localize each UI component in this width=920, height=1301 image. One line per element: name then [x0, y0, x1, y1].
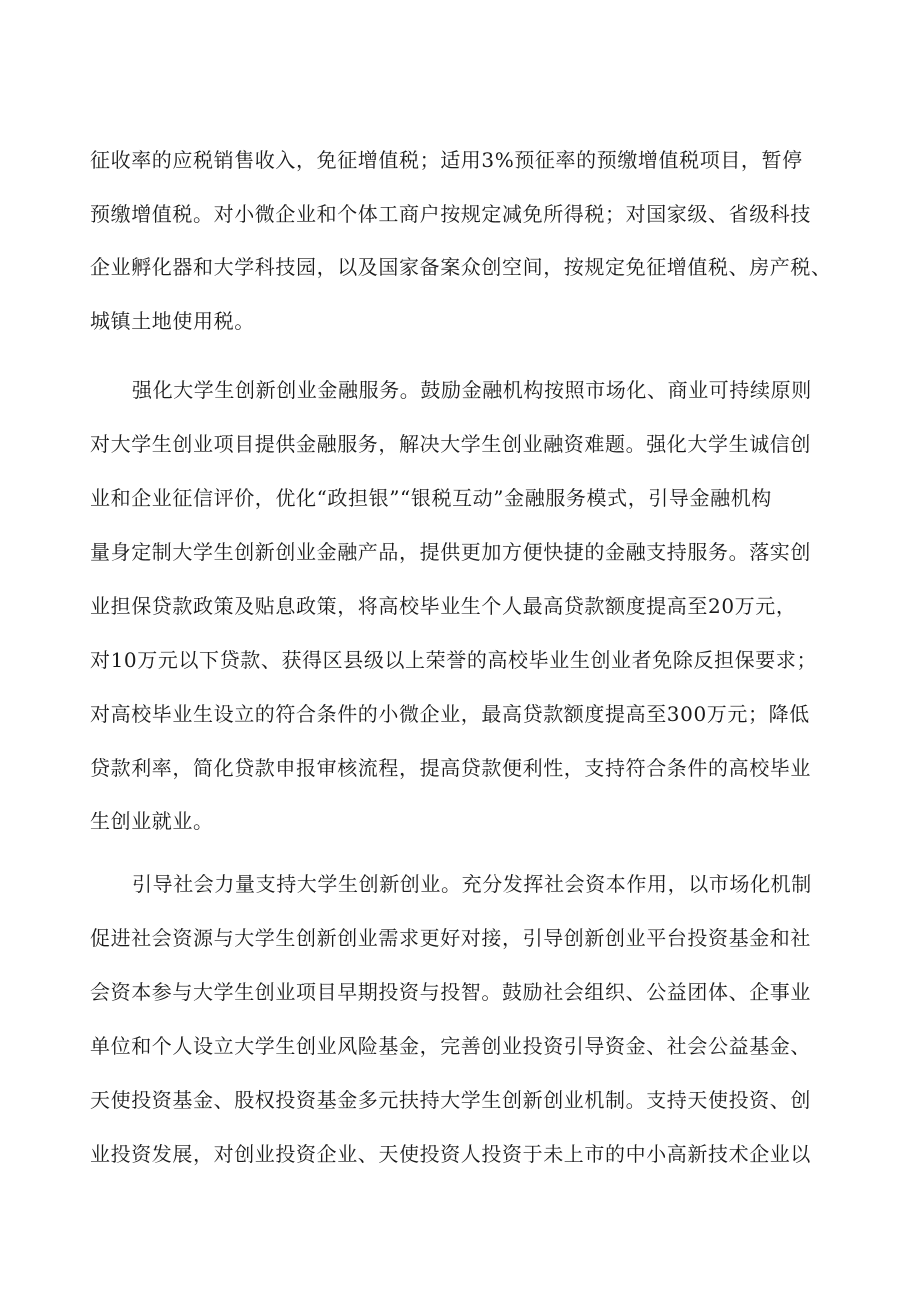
paragraph-first-line: 强化大学生创新创业金融服务。鼓励金融机构按照市场化、商业可持续原则: [132, 378, 812, 402]
text-line: 天使投资基金、股权投资基金多元扶持大学生创新创业机制。支持天使投资、创: [90, 1088, 811, 1112]
text-line: 对10万元以下贷款、获得区县级以上荣誉的高校毕业生创业者免除反担保要求；: [90, 648, 818, 672]
text-line: 量身定制大学生创新创业金融产品，提供更加方便快捷的金融支持服务。落实创: [90, 540, 811, 564]
text-line: 城镇土地使用税。: [90, 309, 255, 333]
text-line: 贷款利率，简化贷款申报审核流程，提高贷款便利性，支持符合条件的高校毕业: [90, 756, 811, 780]
text-line: 业和企业征信评价，优化“政担银”“银税互动”金融服务模式，引导金融机构: [90, 486, 772, 510]
text-line: 促进社会资源与大学生创新创业需求更好对接，引导创新创业平台投资基金和社: [90, 926, 811, 950]
text-line: 预缴增值税。对小微企业和个体工商户按规定减免所得税；对国家级、省级科技: [90, 202, 811, 226]
text-line: 对大学生创业项目提供金融服务，解决大学生创业融资难题。强化大学生诚信创: [90, 432, 811, 456]
text-line: 征收率的应税销售收入，免征增值税；适用3%预征率的预缴增值税项目，暂停: [90, 148, 803, 172]
text-line: 生创业就业。: [90, 809, 214, 833]
text-line: 业担保贷款政策及贴息政策，将高校毕业生个人最高贷款额度提高至20万元，: [90, 594, 797, 618]
text-line: 企业孵化器和大学科技园，以及国家备案众创空间，按规定免征增值税、房产税、: [90, 255, 832, 279]
text-line: 业投资发展，对创业投资企业、天使投资人投资于未上市的中小高新技术企业以: [90, 1142, 811, 1166]
text-line: 会资本参与大学生创业项目早期投资与投智。鼓励社会组织、公益团体、企事业: [90, 980, 811, 1004]
text-line: 单位和个人设立大学生创业风险基金，完善创业投资引导资金、社会公益基金、: [90, 1034, 811, 1058]
paragraph-first-line: 引导社会力量支持大学生创新创业。充分发挥社会资本作用，以市场化机制: [132, 872, 812, 896]
text-line: 对高校毕业生设立的符合条件的小微企业，最高贷款额度提高至300万元；降低: [90, 702, 810, 726]
